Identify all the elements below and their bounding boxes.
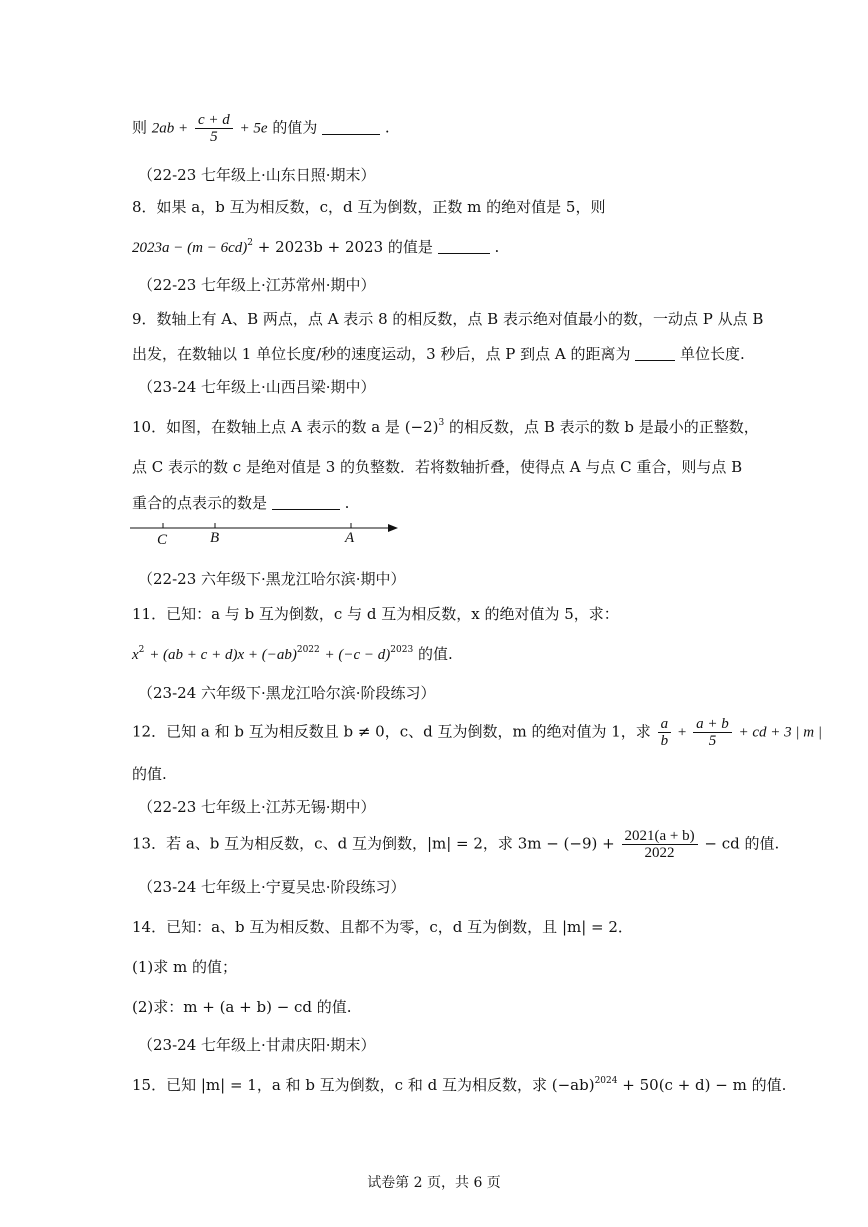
q12-f1-den: b: [660, 733, 669, 749]
arrow-right-icon: [388, 524, 398, 532]
q11-l2c: + (−c − d): [324, 647, 391, 663]
q15-exp: 2024: [594, 1076, 618, 1086]
q7-fraction: [195, 112, 233, 145]
q11-exp1: 2: [138, 645, 145, 655]
q9-line2b: 单位长度.: [680, 345, 745, 363]
q10-line2: 点 C 表示的数 c 是绝对值是 3 的负整数．若将数轴折叠，使得点 A 与点 C 重合，则与点 B: [132, 458, 743, 476]
answer-blank[interactable]: [322, 120, 380, 135]
q12-l1a: 12．已知 a 和 b 互为相反数且 b ≠ 0，c、d 互为倒数，m 的绝对值为 1，求: [132, 722, 651, 741]
point-b-label: B: [210, 530, 220, 546]
q11-x: x: [132, 647, 139, 663]
q12-l1b: + cd + 3 | m |: [738, 724, 823, 741]
q7-frac-num: c + d: [195, 112, 233, 129]
q13-fraction: [622, 828, 698, 861]
q13-f-den: 2022: [644, 845, 675, 861]
q10-line3: [132, 492, 349, 513]
q7-expr-a: 2ab +: [151, 120, 189, 137]
q9-source: （23-24 七年级上·山西吕梁·期中）: [138, 378, 376, 396]
page-footer: 试卷第 2 页，共 6 页: [367, 1175, 501, 1191]
q9-line1: 9．数轴上有 A、B 两点，点 A 表示 8 的相反数，点 B 表示绝对值最小的数，一动点 P 从点 B: [132, 310, 764, 328]
answer-blank[interactable]: [438, 239, 490, 254]
q13-l1b: − cd 的值.: [704, 834, 780, 853]
q7-expr-b: + 5e: [239, 120, 268, 137]
q12-fraction-2: [693, 716, 732, 749]
q11-exp2: 2022: [296, 645, 320, 655]
q12-source: （22-23 七年级上·江苏无锡·期中）: [138, 798, 376, 816]
q8-text: 8．如果 a，b 互为相反数，c，d 互为倒数，正数 m 的绝对值是 5，则: [132, 198, 606, 216]
q10-line1a: 10．如图，在数轴上点 A 表示的数 a 是 (−2): [132, 418, 439, 436]
q15-l1a: 15．已知 |m| = 1，a 和 b 互为倒数，c 和 d 互为相反数，求 (−ab): [132, 1076, 595, 1094]
q9-line2: [132, 343, 745, 364]
q12-f1-num: a: [658, 716, 672, 733]
q10-line1: [132, 416, 759, 437]
q10-exp: 3: [438, 418, 445, 428]
q7-suffix: 的值为: [272, 118, 318, 137]
q7-end: .: [384, 118, 390, 137]
q13-line1: [132, 828, 779, 861]
q11-line1: 11．已知：a 与 b 互为倒数，c 与 d 互为相反数，x 的绝对值为 5，求：: [132, 605, 619, 623]
q8-end: .: [494, 238, 500, 256]
q10-line3-text: 重合的点表示的数是: [132, 494, 268, 512]
q13-source: （23-24 七年级上·宁夏吴忠·阶段练习）: [138, 878, 406, 896]
q8-exp: 2: [247, 238, 253, 248]
q14-part1: (1)求 m 的值；: [132, 958, 238, 976]
q8-expr: 2023a − (m − 6cd): [132, 240, 248, 256]
q8-source: （22-23 七年级上·江苏常州·期中）: [138, 276, 376, 294]
q12-f2-den: 5: [708, 733, 717, 749]
number-line: [128, 518, 408, 542]
q12-fraction-1: [658, 716, 672, 749]
q9-line2a: 出发，在数轴以 1 单位长度/秒的速度运动，3 秒后，点 P 到点 A 的距离为: [132, 345, 631, 363]
q11-exp3: 2023: [390, 645, 414, 655]
q13-l1a: 13．若 a、b 互为相反数，c、d 互为倒数，|m| = 2，求 3m − (−9) +: [132, 834, 615, 853]
q15-l1b: + 50(c + d) − m 的值.: [622, 1076, 787, 1094]
q10-line1b: 的相反数，点 B 表示的数 b 是最小的正整数，: [449, 418, 759, 436]
point-c-label: C: [157, 532, 168, 548]
q8-expr2: + 2023b + 2023 的值是: [257, 238, 433, 256]
q12-plus: +: [677, 724, 687, 741]
q11-source: （23-24 六年级下·黑龙江哈尔滨·阶段练习）: [138, 684, 436, 702]
answer-blank[interactable]: [272, 495, 340, 510]
q7-source: （22-23 七年级上·山东日照·期末）: [138, 166, 376, 184]
q11-expression-line: [132, 643, 453, 664]
q10-end: .: [344, 494, 350, 512]
q15-line1: [132, 1074, 786, 1095]
q12-f2-num: a + b: [693, 716, 732, 733]
q10-source: （22-23 六年级下·黑龙江哈尔滨·期中）: [138, 570, 406, 588]
q11-l2d: 的值.: [417, 645, 453, 663]
q8-expression-line: [132, 236, 499, 257]
q7-prefix: 则: [132, 118, 148, 137]
q14-source: （23-24 七年级上·甘肃庆阳·期末）: [138, 1036, 376, 1054]
point-a-label: A: [345, 530, 355, 546]
q13-f-num: 2021(a + b): [622, 828, 698, 845]
answer-blank[interactable]: [635, 346, 675, 361]
q12-line2: 的值.: [132, 765, 167, 783]
q7-frac-den: 5: [210, 129, 218, 145]
q12-line1: [132, 716, 822, 749]
q7-expression-line: [132, 112, 390, 145]
q14-part2: (2)求：m + (a + b) − cd 的值.: [132, 998, 352, 1016]
q11-l2b: + (ab + c + d)x + (−ab): [149, 647, 297, 663]
q14-line1: 14．已知：a、b 互为相反数、且都不为零，c，d 互为倒数，且 |m| = 2．: [132, 918, 633, 936]
